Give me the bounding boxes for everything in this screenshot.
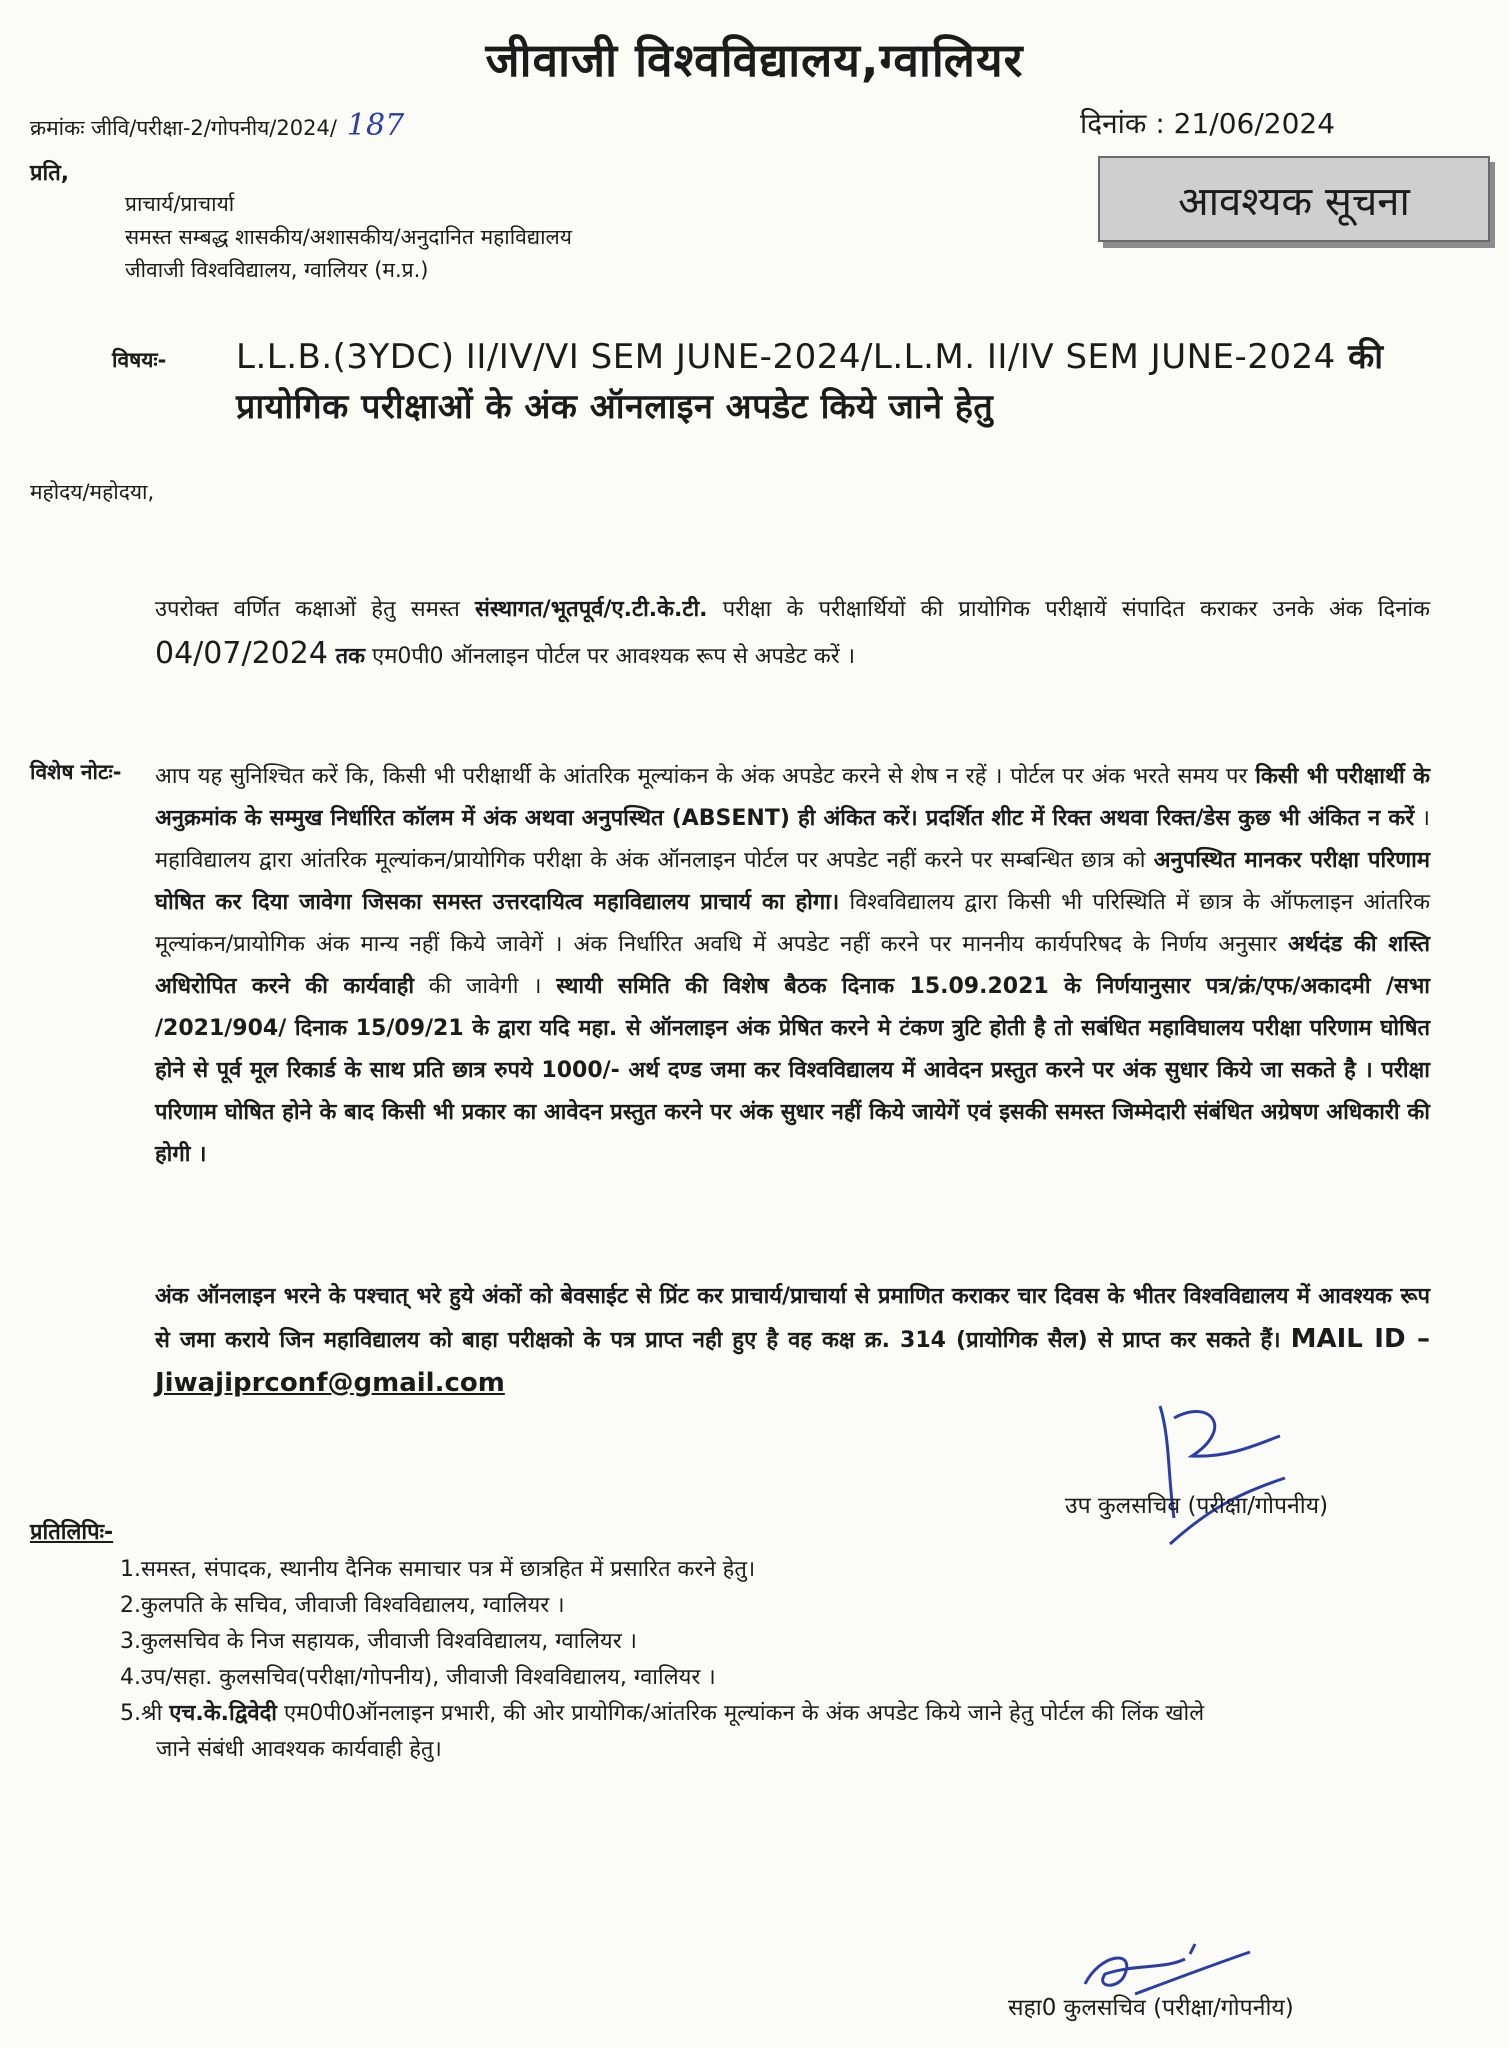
mail-label: MAIL ID – (1290, 1324, 1430, 1354)
para1-tak: तक (327, 644, 366, 669)
special-note-label: विशेष नोटः- (30, 760, 122, 784)
cc-item-5 (120, 1696, 1420, 1732)
salutation: महोदय/महोदया, (30, 480, 155, 504)
instruction-paragraph (155, 588, 1430, 679)
cc-item-4: 4.उप/सहा. कुलसचिव(परीक्षा/गोपनीय), जीवाजी विश्वविद्यालय, ग्वालियर । (120, 1665, 716, 1690)
copy-to-label: प्रतिलिपिः- (30, 1520, 114, 1545)
special-note-paragraph (155, 756, 1430, 1176)
cc-item-2: 2.कुलपति के सचिव, जीवाजी विश्वविद्यालय, ग्वालियर । (120, 1593, 565, 1618)
recipient-line-1: प्राचार्य/प्राचार्या (125, 192, 235, 216)
cc-item-1: 1.समस्त, संपादक, स्थानीय दैनिक समाचार पत्र में छात्रहित में प्रसारित करने हेतु। (120, 1557, 756, 1582)
notice-label: आवश्यक सूचना (1178, 178, 1410, 225)
university-title: जीवाजी विश्वविद्यालय,ग्वालियर (485, 33, 1024, 87)
note-s2: किसी भी परीक्षार्थी के अनुक्रमांक के सम्मुख निर्धारित कॉलम में अंक अथवा अनुपस्थित (ABSENT) ही अंकित करें। प्रदर्शित शीट में रिक्त अथवा रिक्त/डेस कुछ भी अंकित न करें (155, 764, 1430, 831)
para1-category: संस्थागत/भूतपूर्व/ए.टी.के.टी. (475, 597, 708, 622)
note-s4: अनुपस्थित मानकर परीक्षा परिणाम घोषित कर दिया जावेगा जिसका समस्त उत्तरदायित्व महाविद्यालय प्राचार्य का होगा। (155, 848, 1430, 915)
subject-text (236, 332, 1416, 432)
recipient-line-2: समस्त सम्बद्ध शासकीय/अशासकीय/अनुदानित महाविद्यालय (125, 225, 572, 249)
reference-prefix: क्रमांकः जीवि/परीक्षा-2/गोपनीय/2024/ (30, 116, 337, 140)
recipient-heading: प्रति, (30, 161, 70, 186)
submission-paragraph (155, 1276, 1430, 1406)
copy-to-list (120, 1552, 1420, 1768)
handwritten-number: 187 (346, 108, 405, 143)
cc-item-5-cont: जाने संबंधी आवश्यक कार्यवाही हेतु। (156, 1737, 442, 1762)
subject-latin: L.L.B.(3YDC) II/IV/VI SEM JUNE-2024/L.L.M. II/IV SEM JUNE-2024 (236, 337, 1336, 377)
subject-label: विषयः- (112, 348, 167, 372)
subject-hindi: की प्रायोगिक परीक्षाओं के अंक ऑनलाइन अपडेट किये जाने हेतु (236, 337, 1384, 427)
deputy-registrar-signature: उप कुलसचिव (परीक्षा/गोपनीय) (1065, 1493, 1329, 1519)
note-s6: अर्थदंड की शस्ति अधिरोपित करने की कार्यवाही (155, 932, 1430, 999)
note-s1: आप यह सुनिश्चित करें कि, किसी भी परीक्षार्थी के आंतरिक मूल्यांकन के अंक अपडेट करने से शेष न रहें । पोर्टल पर अंक भरते समय पर (155, 764, 1256, 789)
notice-badge (1098, 156, 1490, 242)
para3-text: अंक ऑनलाइन भरने के पश्चात् भरे हुये अंकों को बेवसाईट से प्रिंट कर प्राचार्य/प्राचार्या से प्रमाणित कराकर चार दिवस के भीतर विश्वविद्यालय में आवश्यक रूप से जमा कराये जिन महाविद्यालय को बाहा परीक्षको के पत्र प्राप्त नही हुए है वह कक्ष क्र. 314 (प्रायोगिक सैल) से प्राप्त कर सकते हैं। (155, 1284, 1430, 1353)
note-s3: । महाविद्यालय द्वारा आंतरिक मूल्यांकन/प्रायोगिक परीक्षा के अंक ऑनलाइन पोर्टल पर अपडेट नहीं करने पर सम्बन्धित छात्र को (155, 806, 1430, 873)
recipient-address (125, 188, 572, 287)
para1-text-c: परीक्षा के परीक्षार्थियों की प्रायोगिक परीक्षायें संपादित कराकर उनके अंक दिनांक (707, 597, 1431, 622)
note-s8: स्थायी समिति की विशेष बैठक दिनाक 15.09.2021 के निर्णयानुसार पत्र/क्रं/एफ/अकादमी /सभा /2021/904/ दिनाक 15/09/21 के द्वारा यदि महा. से ऑनलाइन अंक प्रेषित करने मे टंकण त्रुटि होती है तो सबंधित महाविघालय परीक्षा परिणाम घोषित होने से पूर्व मूल रिकार्ड के साथ प्रति छात्र रुपये 1000/- अर्थ दण्ड जमा कर विश्वविद्यालय में आवेदन प्रस्तुत करने पर अंक सुधार किये जा सकते है । परीक्षा परिणाम घोषित होने के बाद किसी भी प्रकार का आवेदन प्रस्तुत करने पर अंक सुधार नहीं किये जायेगें एवं इसकी समस्त जिम्मेदारी संबंधित अग्रेषण अधिकारी की होगी । (155, 974, 1430, 1167)
deadline-date: 04/07/2024 (155, 636, 328, 671)
para1-text-a: उपरोक्त वर्णित कक्षाओं हेतु समस्त (155, 597, 475, 622)
signature-mark-1 (1140, 1398, 1290, 1548)
cc5-prefix: 5.श्री (120, 1701, 170, 1726)
note-s5: विश्वविद्यालय द्वारा किसी भी परिस्थिति में छात्र के ऑफलाइन आंतरिक मूल्यांकन/प्रायोगिक अंक मान्य नहीं किये जावेगें । अंक निर्धारित अवधि में अपडेट नहीं करने पर माननीय कार्यपरिषद के निर्णय अनुसार (155, 890, 1431, 957)
note-s7: की जावेगी । (414, 974, 557, 999)
recipient-line-3: जीवाजी विश्वविद्यालय, ग्वालियर (म.प्र.) (125, 258, 429, 282)
assistant-registrar-signature: सहा0 कुलसचिव (परीक्षा/गोपनीय) (1008, 1995, 1294, 2021)
letter-date: दिनांक : 21/06/2024 (1080, 107, 1336, 140)
reference-number (30, 108, 404, 143)
cc-item-3: 3.कुलसचिव के निज सहायक, जीवाजी विश्वविद्यालय, ग्वालियर । (120, 1629, 638, 1654)
cc5-text: एम0पी0ऑनलाइन प्रभारी, की ओर प्रायोगिक/आंतरिक मूल्यांकन के अंक अपडेट किये जाने हेतु पोर्टल की लिंक खोले (276, 1701, 1205, 1726)
cc5-name: एच.के.द्विवेदी (169, 1701, 277, 1726)
email-link[interactable]: Jiwajiprconf@gmail.com (155, 1368, 505, 1398)
para1-text-e: एम0पी0 ऑनलाइन पोर्टल पर आवश्यक रूप से अपडेट करें । (365, 644, 856, 669)
